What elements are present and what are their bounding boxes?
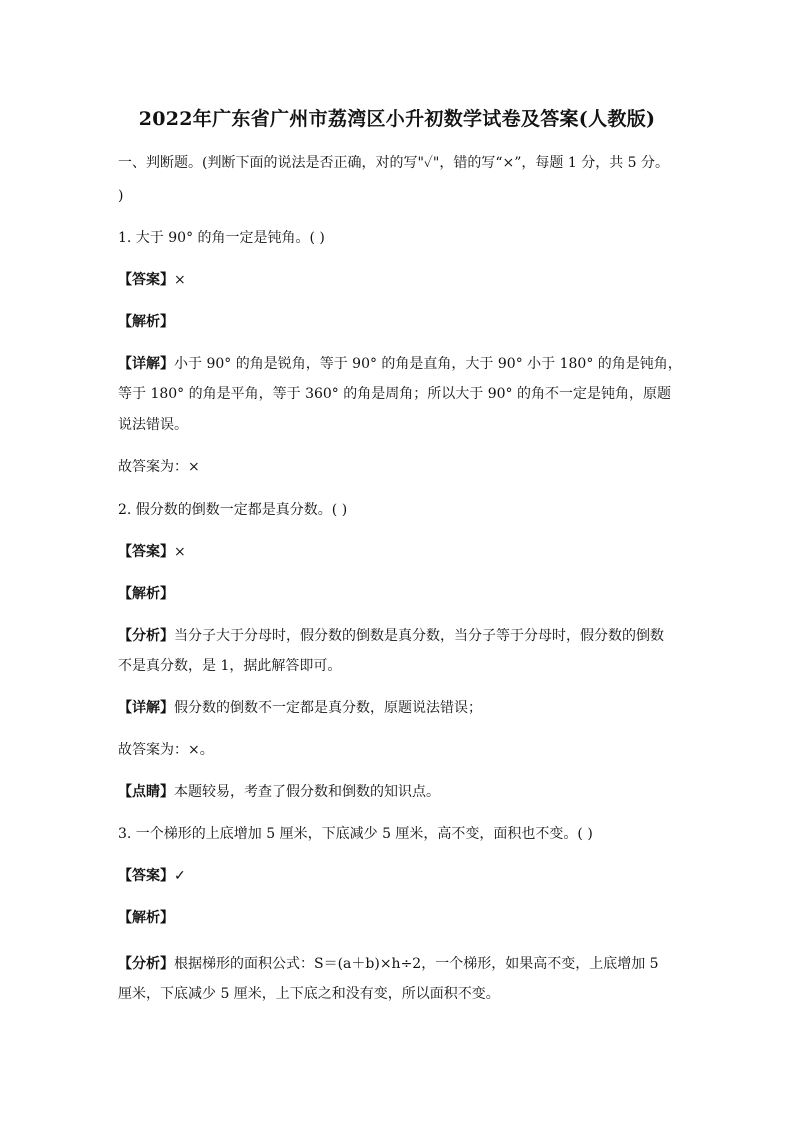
- analysis-tag: 【解析】: [118, 586, 174, 602]
- q3-fenxi-line-1: 【分析】根据梯形的面积公式：S＝(a＋b)×h÷2，一个梯形，如果高不变，上底增加 5: [118, 956, 659, 972]
- q2-answer: [118, 542, 718, 562]
- section-heading-cont: ): [118, 188, 124, 204]
- document-title: 2022年广东省广州市荔湾区小升初数学试卷及答案(人教版): [138, 108, 656, 130]
- q3-answer: [118, 866, 718, 886]
- detail-tag: 【详解】: [118, 700, 174, 716]
- q1-analysis: [118, 312, 718, 332]
- analysis-tag: 【解析】: [118, 910, 174, 926]
- answer-value: ×: [174, 544, 186, 560]
- q1-answer: [118, 270, 718, 290]
- q1-detail-line-2: 等于 180° 的角是平角，等于 360° 的角是周角；所以大于 90° 的角不一定是钝角，原题: [118, 386, 671, 402]
- fenxi-tag: 【分析】: [118, 956, 174, 972]
- dianjing-tag: 【点睛】: [118, 784, 174, 800]
- detail-tag: 【详解】: [118, 356, 174, 372]
- q2-fenxi-line-1: 【分析】当分子大于分母时，假分数的倒数是真分数，当分子等于分母时，假分数的倒数: [118, 628, 664, 644]
- question-3: 3. 一个梯形的上底增加 5 厘米，下底减少 5 厘米，高不变，面积也不变。( ): [118, 826, 593, 842]
- fenxi-tag: 【分析】: [118, 628, 174, 644]
- q2-dianjing: 【点睛】本题较易，考查了假分数和倒数的知识点。: [118, 784, 440, 800]
- q2-analysis: [118, 584, 718, 604]
- q3-analysis: [118, 908, 718, 928]
- q3-fenxi-line-2: 厘米，下底减少 5 厘米，上下底之和没有变，所以面积不变。: [118, 986, 500, 1002]
- q2-conclusion: 故答案为：×。: [118, 742, 214, 758]
- q1-conclusion: 故答案为：×: [118, 459, 200, 475]
- answer-tag: 【答案】: [118, 544, 174, 560]
- q1-detail-line-1: 【详解】小于 90° 的角是锐角，等于 90° 的角是直角，大于 90° 小于 180° 的角是钝角，: [118, 356, 682, 372]
- answer-value: ✓: [174, 868, 186, 884]
- q2-fenxi-line-2: 不是真分数，是 1，据此解答即可。: [118, 658, 342, 674]
- answer-value: ×: [174, 272, 186, 288]
- answer-tag: 【答案】: [118, 868, 174, 884]
- q2-detail: 【详解】假分数的倒数不一定都是真分数，原题说法错误；: [118, 700, 482, 716]
- answer-tag: 【答案】: [118, 272, 174, 288]
- question-2: 2. 假分数的倒数一定都是真分数。( ): [118, 502, 348, 518]
- analysis-tag: 【解析】: [118, 314, 174, 330]
- q1-detail-line-3: 说法错误。: [118, 417, 188, 433]
- question-1: 1. 大于 90° 的角一定是钝角。( ): [118, 230, 325, 246]
- section-heading: 一、判断题。(判断下面的说法是否正确，对的写"✓"，错的写“×”，每题 1 分，共 5 分。: [118, 155, 670, 171]
